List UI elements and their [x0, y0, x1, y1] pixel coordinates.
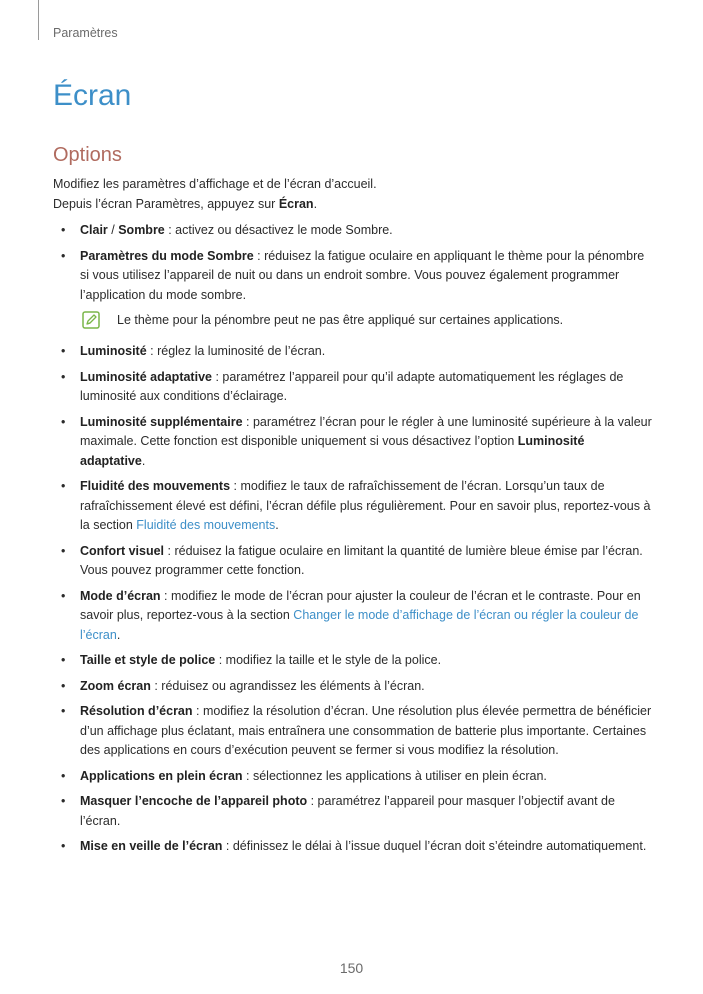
page-title: Écran [53, 79, 132, 112]
intro-line-1: Modifiez les paramètres d’affichage et de l’écran d’accueil. [53, 177, 377, 191]
list-item: • Luminosité : réglez la luminosité de l’écran. [53, 342, 653, 362]
list-item: • Mode d’écran : modifiez le mode de l’écran pour ajuster la couleur de l’écran et le contraste. Pour en savoir plus, reportez-vous à la section Changer le mode d’affichage de l’écran ou régler la couleur de l’écran. [53, 587, 653, 646]
list-item: • Luminosité supplémentaire : paramétrez l’écran pour le régler à une luminosité supérieure à la valeur maximale. Cette fonction est disponible uniquement si vous désactivez l’option Luminosité adaptative. [53, 413, 653, 472]
list-item: • Fluidité des mouvements : modifiez le taux de rafraîchissement de l’écran. Lorsqu’un taux de rafraîchissement élevé est défini, l’écran défile plus régulièrement. Pour en savoir plus, reportez-vous à la section Fluidité des mouvements. [53, 477, 653, 536]
list-item: • Masquer l’encoche de l’appareil photo : paramétrez l’appareil pour masquer l’objectif avant de l’écran. [53, 792, 653, 831]
section-header: Paramètres [53, 26, 118, 40]
header-divider [38, 0, 39, 40]
list-item: • Luminosité adaptative : paramétrez l’appareil pour qu’il adapte automatiquement les réglages de luminosité aux conditions d’éclairage. [53, 368, 653, 407]
note-text: Le thème pour la pénombre peut ne pas être appliqué sur certaines applications. [117, 313, 564, 327]
list-item: • Confort visuel : réduisez la fatigue oculaire en limitant la quantité de lumière bleue émise par l’écran. Vous pouvez programmer cette fonction. [53, 542, 653, 581]
list-item: • Paramètres du mode Sombre : réduisez la fatigue oculaire en appliquant le thème pour la pénombre si vous utilisez l’appareil de nuit ou dans un endroit sombre. Vous pouvez également programmer l’application du mode sombre. [53, 247, 653, 306]
list-item: • Zoom écran : réduisez ou agrandissez les éléments à l’écran. [53, 677, 653, 697]
section-subtitle: Options [53, 144, 122, 166]
list-item: • Applications en plein écran : sélectionnez les applications à utiliser en plein écran. [53, 767, 653, 787]
intro-line-2: Depuis l’écran Paramètres, appuyez sur Écran. [53, 196, 318, 211]
list-item: • Taille et style de police : modifiez la taille et le style de la police. [53, 651, 653, 671]
list-item: • Clair / Sombre : activez ou désactivez le mode Sombre. [53, 221, 653, 241]
page-number: 150 [339, 960, 364, 976]
note-box [53, 311, 653, 333]
content-body [53, 175, 653, 863]
options-list-continued [53, 342, 653, 857]
motion-smoothness-link[interactable]: Fluidité des mouvements [136, 518, 276, 532]
list-item: • Mise en veille de l’écran : définissez le délai à l’issue duquel l’écran doit s’éteindre automatiquement. [53, 837, 653, 857]
screen-mode-link[interactable]: Changer le mode d’affichage de l’écran ou régler la couleur de l’écran [80, 608, 639, 642]
note-pencil-icon [82, 311, 100, 329]
list-item: • Résolution d’écran : modifiez la résolution d’écran. Une résolution plus élevée permettra de bénéficier d’un affichage plus éclatant, mais entraînera une consommation de batterie plus importante. Certaines des applications en cours d’exécution peuvent se fermer si vous modifiez la résolution. [53, 702, 653, 761]
options-list [53, 221, 653, 305]
screen-menu-label: Écran [278, 196, 314, 211]
